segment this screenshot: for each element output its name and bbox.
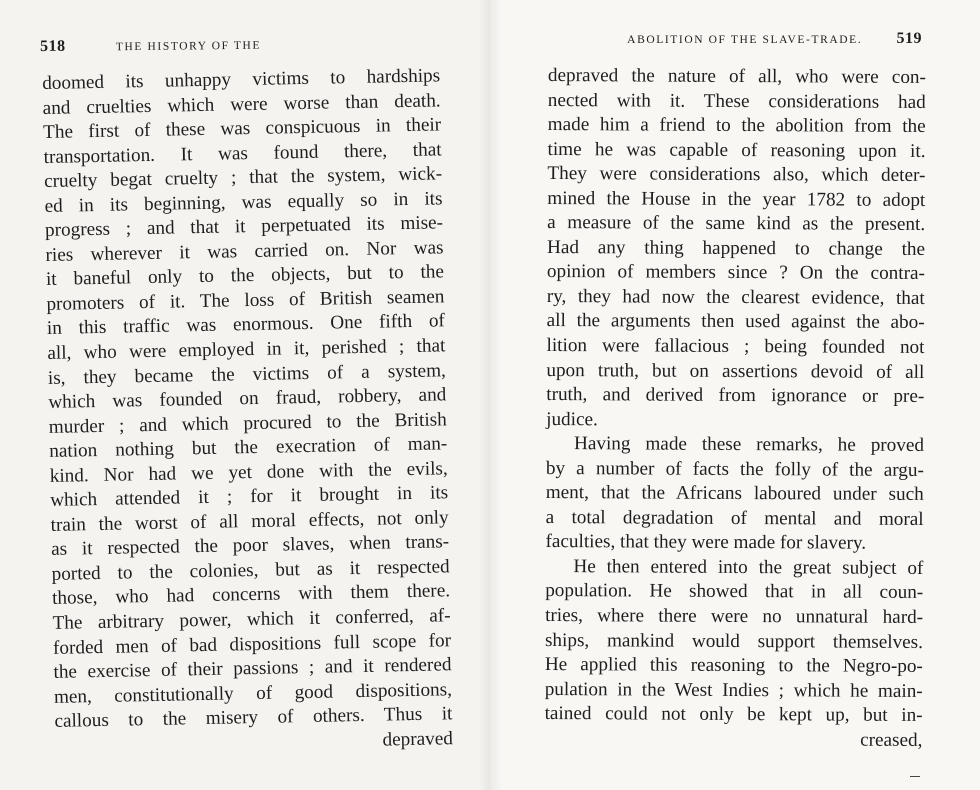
- text-line: callous to the misery of others. Thus it: [54, 703, 453, 733]
- right-running-head: [627, 30, 922, 48]
- text-line: all the arguments then used against the abo-: [546, 310, 925, 334]
- text-line: kind. Nor had we yet done with the evils,: [49, 458, 448, 487]
- text-line: The arbitrary power, which it conferred, af-: [52, 605, 451, 634]
- text-line: truth, and derived from ignorance or pre-: [546, 384, 925, 408]
- text-line: and cruelties which were worse than death.: [42, 89, 441, 119]
- text-line: progress ; and that it perpetuated its mise-: [44, 212, 444, 242]
- text-line: in this traffic was enormous. One fifth of: [46, 310, 446, 340]
- right-page-text: [544, 64, 926, 753]
- right-running-title: ABOLITION OF THE SLAVE-TRADE.: [627, 34, 863, 46]
- text-line: made him a friend to the abolition from the: [547, 114, 926, 138]
- text-line: cruelty begat cruelty ; that the system, wick-: [43, 163, 443, 193]
- text-line: by a number of facts the folly of the argu-: [545, 457, 924, 481]
- text-line: upon truth, but on assertions devoid of all: [546, 359, 925, 383]
- left-page-text: [42, 64, 453, 759]
- text-line: tries, where there were no unnatural hard-: [545, 605, 924, 629]
- text-line: He applied this reasoning to the Negro-po-: [544, 654, 923, 678]
- text-line: as it respected the poor slaves, when trans-: [50, 531, 450, 561]
- text-line: depraved the nature of all, who were con-: [547, 64, 926, 88]
- right-page-number: 519: [896, 30, 922, 47]
- text-line: population. He showed that in all coun-: [545, 580, 924, 604]
- text-line: forded men of bad dispositions full scope for: [52, 629, 452, 659]
- paragraph-first-line: He then entered into the great subject of: [573, 556, 924, 579]
- text-line: nected with it. These considerations had: [547, 89, 926, 113]
- text-line: it baneful only to the objects, but to the: [45, 261, 445, 291]
- left-running-head: [40, 36, 261, 56]
- text-line: men, constitutionally of good dispositions,: [53, 678, 453, 708]
- text-line: a measure of the same kind as the present.: [547, 212, 926, 236]
- text-line: faculties, that they were made for slavery.: [545, 531, 867, 555]
- text-line: tained could not only be kept up, but in-: [544, 703, 923, 727]
- text-line: nation nothing but the execration of man-: [49, 433, 448, 463]
- text-line: doomed its unhappy victims to hardships: [42, 65, 441, 94]
- text-line: train the worst of all moral effects, not only: [50, 507, 449, 536]
- left-running-title: THE HISTORY OF THE: [115, 39, 262, 54]
- text-line: which attended it ; for it brought in its: [50, 482, 449, 512]
- text-line: promoters of it. The loss of British seamen: [46, 286, 445, 315]
- text-line: murder ; and which procured to the British: [48, 408, 447, 438]
- text-line: ment, that the Africans laboured under such: [545, 482, 924, 506]
- text-line: ed in its beginning, was equally so in its: [44, 188, 443, 217]
- text-line: which was founded on fraud, robbery, and: [48, 384, 447, 414]
- left-page-number: 518: [40, 37, 66, 55]
- text-line: ships, mankind would support themselves.: [544, 629, 924, 653]
- text-line: the exercise of their passions ; and it rendered: [53, 654, 452, 684]
- text-line: They were considerations also, which deter-: [547, 163, 926, 187]
- text-line: pulation in the West Indies ; which he main-: [544, 678, 923, 702]
- text-line: Had any thing happened to change the: [546, 236, 926, 260]
- page-mark: [910, 776, 920, 777]
- book-gutter: [478, 0, 502, 790]
- text-line: is, they became the victims of a system,: [47, 359, 447, 389]
- text-line: ported to the colonies, but as it respected: [51, 556, 450, 585]
- right-catchword: creased,: [860, 729, 923, 751]
- text-line: a total degradation of mental and moral: [545, 506, 924, 530]
- text-line: time he was capable of reasoning upon it.: [547, 138, 926, 162]
- left-catchword: depraved: [382, 728, 454, 751]
- text-line: lition were fallacious ; being founded not: [546, 335, 925, 358]
- text-line: ry, they had now the clearest evidence, that: [546, 285, 925, 309]
- text-line: ries wherever it was carried on. Nor was: [45, 237, 444, 266]
- text-line: those, who had concerns with them there.: [51, 580, 451, 610]
- text-line: judice.: [546, 408, 598, 430]
- text-line: mined the House in the year 1782 to adopt: [547, 187, 926, 211]
- text-line: transportation. It was found there, that: [43, 138, 442, 168]
- paragraph-first-line: Having made these remarks, he proved: [573, 433, 925, 457]
- text-line: The first of these was conspicuous in their: [42, 114, 442, 144]
- text-line: all, who were employed in it, perished ; that: [47, 335, 446, 364]
- text-line: opinion of members since ? On the contra-: [546, 261, 925, 285]
